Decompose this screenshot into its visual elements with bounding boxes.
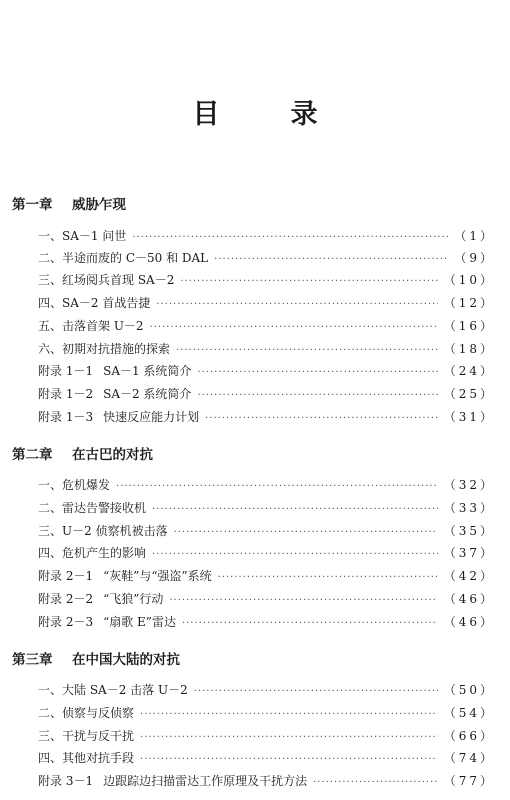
toc-entry[interactable] [38, 590, 495, 610]
entry-page-number: （25） [443, 387, 495, 401]
dot-leader [152, 549, 438, 560]
dot-leader [169, 595, 437, 606]
chapter-heading [12, 443, 153, 463]
entry-page-number: （32） [443, 478, 495, 492]
entry-page-number: （31） [443, 410, 495, 424]
dot-leader [116, 481, 438, 492]
toc-entry[interactable] [38, 227, 495, 247]
entry-page-number: （54） [443, 706, 495, 720]
entry-label: 四、SA－2 首战告捷 [38, 296, 151, 310]
dot-leader [218, 572, 438, 583]
entry-page-number: （33） [443, 501, 495, 515]
appendix-number: 附录 2－3 [38, 615, 94, 629]
dot-leader [152, 504, 438, 515]
entry-page-number: （16） [443, 319, 495, 333]
toc-entry[interactable] [38, 271, 495, 291]
dot-leader [140, 709, 438, 720]
dot-leader [140, 754, 438, 765]
dot-leader [176, 345, 438, 356]
toc-entry[interactable] [38, 772, 495, 792]
entry-label: 三、红场阅兵首现 SA－2 [38, 273, 175, 287]
appendix-number: 附录 3－1 [38, 774, 94, 788]
entry-page-number: （10） [443, 273, 495, 287]
toc-entry[interactable] [38, 613, 495, 633]
entry-label: 三、U－2 侦察机被击落 [38, 524, 168, 538]
entry-page-number: （46） [443, 592, 495, 606]
appendix-number: 附录 1－2 [38, 387, 94, 401]
entry-label [38, 567, 212, 584]
appendix-title: 快速反应能力计划 [103, 410, 200, 424]
appendix-title: SA－1 系统简介 [103, 364, 192, 378]
entry-page-number: （46） [443, 615, 495, 629]
appendix-number: 附录 2－2 [38, 592, 94, 606]
entry-page-number: （42） [443, 569, 495, 583]
toc-entry[interactable] [38, 727, 495, 747]
toc-entry[interactable] [38, 499, 495, 519]
toc-entry[interactable] [38, 294, 495, 314]
dot-leader [313, 777, 438, 788]
chapter-title: 威胁乍现 [72, 197, 126, 213]
dot-leader [182, 618, 438, 629]
chapter-number: 第三章 [12, 652, 53, 668]
entry-page-number: （9） [454, 251, 495, 265]
toc-entry[interactable] [38, 476, 495, 496]
entry-label [38, 385, 191, 402]
entry-label: 六、初期对抗措施的探索 [38, 342, 171, 356]
entry-label: 五、击落首架 U－2 [38, 319, 144, 333]
page-title: 目 录 [192, 99, 340, 130]
toc-entry[interactable] [38, 340, 495, 360]
chapter-title: 在中国大陆的对抗 [72, 652, 180, 668]
toc-entry[interactable] [38, 385, 495, 405]
toc-entry[interactable] [38, 749, 495, 769]
appendix-title: 边跟踪边扫描雷达工作原理及干扰方法 [103, 774, 308, 788]
entry-label: 二、半途而废的 C－50 和 DAL [38, 251, 209, 265]
toc-entry[interactable] [38, 249, 495, 269]
toc-entry[interactable] [38, 567, 495, 587]
entry-label: 一、危机爆发 [38, 478, 111, 492]
entry-label [38, 590, 163, 607]
chapter-title: 在古巴的对抗 [72, 447, 153, 463]
entry-label: 一、大陆 SA－2 击落 U－2 [38, 683, 188, 697]
entry-label: 二、雷达告警接收机 [38, 501, 147, 515]
entry-page-number: （35） [443, 524, 495, 538]
entry-page-number: （12） [443, 296, 495, 310]
chapter-heading [12, 648, 180, 668]
entry-page-number: （74） [443, 751, 495, 765]
entry-label: 二、侦察与反侦察 [38, 706, 135, 720]
appendix-number: 附录 1－3 [38, 410, 94, 424]
entry-page-number: （77） [443, 774, 495, 788]
appendix-number: 附录 1－1 [38, 364, 94, 378]
chapter-heading [12, 193, 126, 213]
entry-page-number: （66） [443, 729, 495, 743]
chapter-number: 第一章 [12, 197, 53, 213]
entry-page-number: （1） [454, 229, 495, 243]
entry-label: 四、其他对抗手段 [38, 751, 135, 765]
entry-label [38, 772, 307, 789]
toc-entry[interactable] [38, 317, 495, 337]
toc-entry[interactable] [38, 704, 495, 724]
toc-entry[interactable] [38, 408, 495, 428]
appendix-number: 附录 2－1 [38, 569, 94, 583]
toc-entry[interactable] [38, 544, 495, 564]
entry-page-number: （37） [443, 546, 495, 560]
dot-leader [205, 413, 438, 424]
dot-leader [174, 527, 438, 538]
dot-leader [140, 732, 438, 743]
entry-label [38, 613, 176, 630]
dot-leader [132, 232, 448, 243]
entry-label: 一、SA－1 问世 [38, 229, 127, 243]
entry-page-number: （50） [443, 683, 495, 697]
entry-page-number: （24） [443, 364, 495, 378]
dot-leader [197, 390, 437, 401]
toc-entry[interactable] [38, 362, 495, 382]
entry-label [38, 408, 199, 425]
dot-leader [194, 686, 438, 697]
dot-leader [150, 322, 438, 333]
toc-entry[interactable] [38, 522, 495, 542]
dot-leader [180, 276, 437, 287]
appendix-title: “扇歌 E”雷达 [103, 615, 176, 629]
dot-leader [156, 299, 437, 310]
appendix-title: “灰鞋”与“强盗”系统 [103, 569, 212, 583]
dot-leader [214, 254, 448, 265]
appendix-title: “飞狼”行动 [103, 592, 164, 606]
chapter-number: 第二章 [12, 447, 53, 463]
appendix-title: SA－2 系统简介 [103, 387, 192, 401]
entry-label [38, 362, 191, 379]
toc-entry[interactable] [38, 681, 495, 701]
entry-label: 四、危机产生的影响 [38, 546, 147, 560]
dot-leader [197, 367, 437, 378]
entry-page-number: （18） [443, 342, 495, 356]
entry-label: 三、干扰与反干扰 [38, 729, 135, 743]
